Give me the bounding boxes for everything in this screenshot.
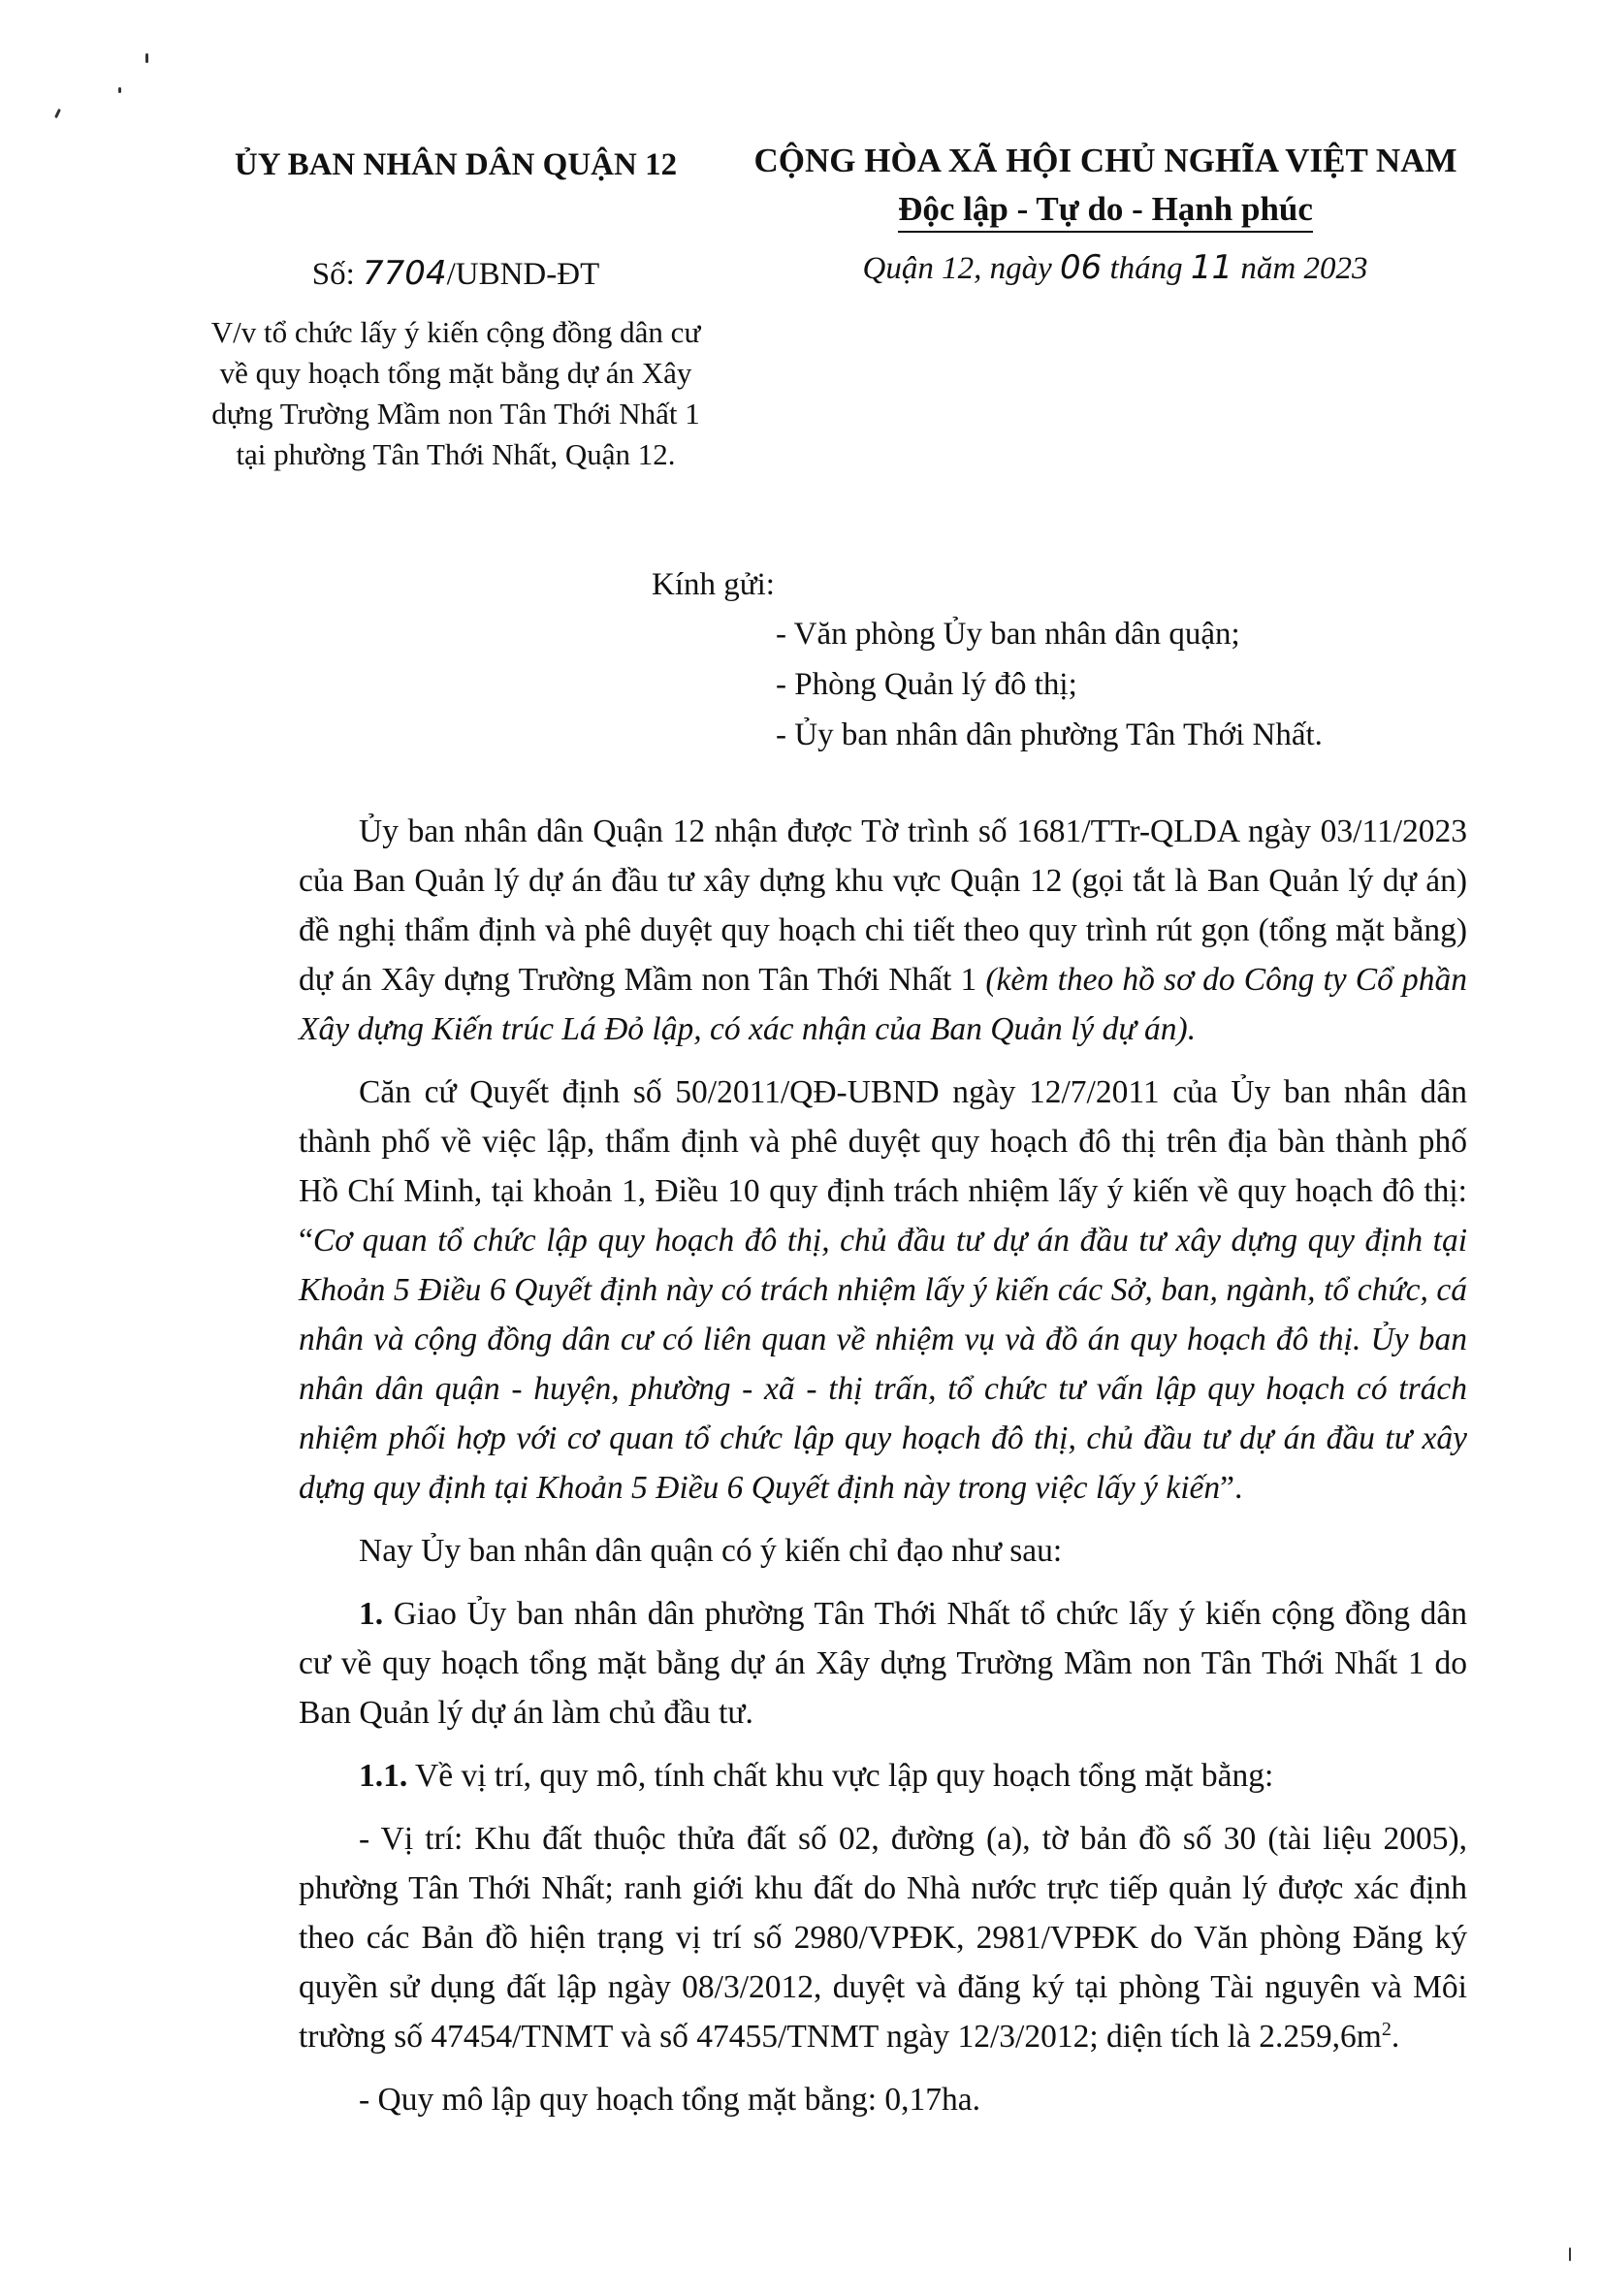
- date-day-handwritten: 06: [1059, 248, 1103, 287]
- paragraph-request-note: (kèm theo hồ sơ do Công ty Cổ phần Xây dựng Kiến trúc Lá Đỏ lập, có xác nhận của Ban Quản lý dự án).: [299, 962, 1467, 1047]
- paragraph-legal-basis-text: Căn cứ Quyết định số 50/2011/QĐ-UBND ngày 12/7/2011 của Ủy ban nhân dân thành phố về việc lập, thẩm định và phê duyệt quy hoạch đô thị trên địa bàn thành phố Hồ Chí Minh, tại khoản 1, Điều 10 quy định trách nhiệm lấy ý kiến về quy hoạch đô thị: “: [299, 1074, 1467, 1259]
- date-suffix: năm 2023: [1232, 251, 1368, 286]
- paragraph-request: [299, 807, 1467, 1054]
- item-1-number: 1.: [359, 1596, 384, 1632]
- scan-speck: [1569, 2248, 1571, 2261]
- date-month-handwritten: 11: [1190, 248, 1233, 287]
- item-1-text: Giao Ủy ban nhân dân phường Tân Thới Nhất tổ chức lấy ý kiến cộng đồng dân cư về quy hoạch tổng mặt bằng dự án Xây dựng Trường Mầm non Tân Thới Nhất 1 do Ban Quản lý dự án làm chủ đầu tư.: [299, 1596, 1467, 1731]
- document-body: [299, 807, 1467, 2138]
- ref-prefix: Số:: [311, 257, 364, 292]
- recipient-item: - Phòng Quản lý đô thị;: [776, 667, 1077, 702]
- scan-speck: [145, 53, 148, 63]
- location-end: .: [1391, 2019, 1400, 2055]
- national-motto: [727, 190, 1484, 233]
- recipient-item: - Ủy ban nhân dân phường Tân Thới Nhất.: [776, 718, 1323, 752]
- paragraph-directive-intro: Nay Ủy ban nhân dân quận có ý kiến chỉ đạo như sau:: [359, 1533, 1063, 1569]
- recipient-item: - Văn phòng Ủy ban nhân dân quận;: [776, 617, 1240, 652]
- location-text: - Vị trí: Khu đất thuộc thửa đất số 02, đường (a), tờ bản đồ số 30 (tài liệu 2005), phường Tân Thới Nhất; ranh giới khu đất do Nhà nước trực tiếp quản lý được xác định theo các Bản đồ hiện trạng vị trí số 2980/VPĐK, 2981/VPĐK do Văn phòng Đăng ký quyền sử dụng đất lập ngày 08/3/2012, duyệt và đăng ký tại phòng Tài nguyên và Môi trường số 47454/TNMT và số 47455/TNMT ngày 12/3/2012; diện tích là 2.259,6m: [299, 1821, 1467, 2055]
- issuing-organization: ỦY BAN NHÂN DÂN QUẬN 12: [234, 147, 678, 182]
- paragraph-legal-basis: [299, 1068, 1467, 1513]
- date-prefix: Quận 12, ngày: [862, 251, 1060, 286]
- item-1-1-number: 1.1.: [359, 1758, 408, 1794]
- paragraph-item-1: [299, 1589, 1467, 1738]
- ref-suffix: /UBND-ĐT: [446, 257, 600, 292]
- scan-speck: [118, 87, 121, 93]
- national-title: CỘNG HÒA XÃ HỘI CHỦ NGHĨA VIỆT NAM: [753, 142, 1457, 179]
- date-mid: tháng: [1102, 251, 1191, 286]
- paragraph-location: [299, 1814, 1467, 2061]
- ref-number-handwritten: 7704: [363, 254, 447, 293]
- paragraph-scale: - Quy mô lập quy hoạch tổng mặt bằng: 0,17ha.: [359, 2082, 981, 2118]
- national-motto-text: Độc lập - Tự do - Hạnh phúc: [898, 190, 1313, 233]
- paragraph-legal-basis-close: ”.: [1220, 1470, 1243, 1506]
- paragraph-item-1-1: [299, 1751, 1467, 1801]
- scan-speck: [54, 109, 61, 118]
- document-reference-number: [194, 254, 718, 293]
- item-1-1-text: Về vị trí, quy mô, tính chất khu vực lập quy hoạch tổng mặt bằng:: [407, 1758, 1274, 1794]
- area-superscript: 2: [1381, 2018, 1392, 2040]
- document-subject: V/v tổ chức lấy ý kiến cộng đồng dân cư về quy hoạch tổng mặt bằng dự án Xây dựng Trường Mầm non Tân Thới Nhất 1 tại phường Tân Thới Nhất, Quận 12.: [210, 315, 701, 471]
- recipients-label: Kính gửi:: [652, 567, 775, 602]
- paragraph-legal-basis-quote: Cơ quan tổ chức lập quy hoạch đô thị, chủ đầu tư dự án đầu tư xây dựng quy định tại Khoản 5 Điều 6 Quyết định này có trách nhiệm lấy ý kiến các Sở, ban, ngành, tổ chức, cá nhân và cộng đồng dân cư có liên quan về nhiệm vụ và đồ án quy hoạch đô thị. Ủy ban nhân dân quận - huyện, phường - xã - thị trấn, tổ chức tư vấn lập quy hoạch có trách nhiệm phối hợp với cơ quan tổ chức lập quy hoạch đô thị, chủ đầu tư dự án đầu tư xây dựng quy định tại Khoản 5 Điều 6 Quyết định này trong việc lấy ý kiến: [299, 1223, 1467, 1506]
- document-date: [747, 248, 1484, 287]
- paragraph-request-text: Ủy ban nhân dân Quận 12 nhận được Tờ trình số 1681/TTr-QLDA ngày 03/11/2023 của Ban Quản lý dự án đầu tư xây dựng khu vực Quận 12 (gọi tắt là Ban Quản lý dự án) đề nghị thẩm định và phê duyệt quy hoạch chi tiết theo quy trình rút gọn (tổng mặt bằng) dự án Xây dựng Trường Mầm non Tân Thới Nhất 1: [299, 813, 1467, 998]
